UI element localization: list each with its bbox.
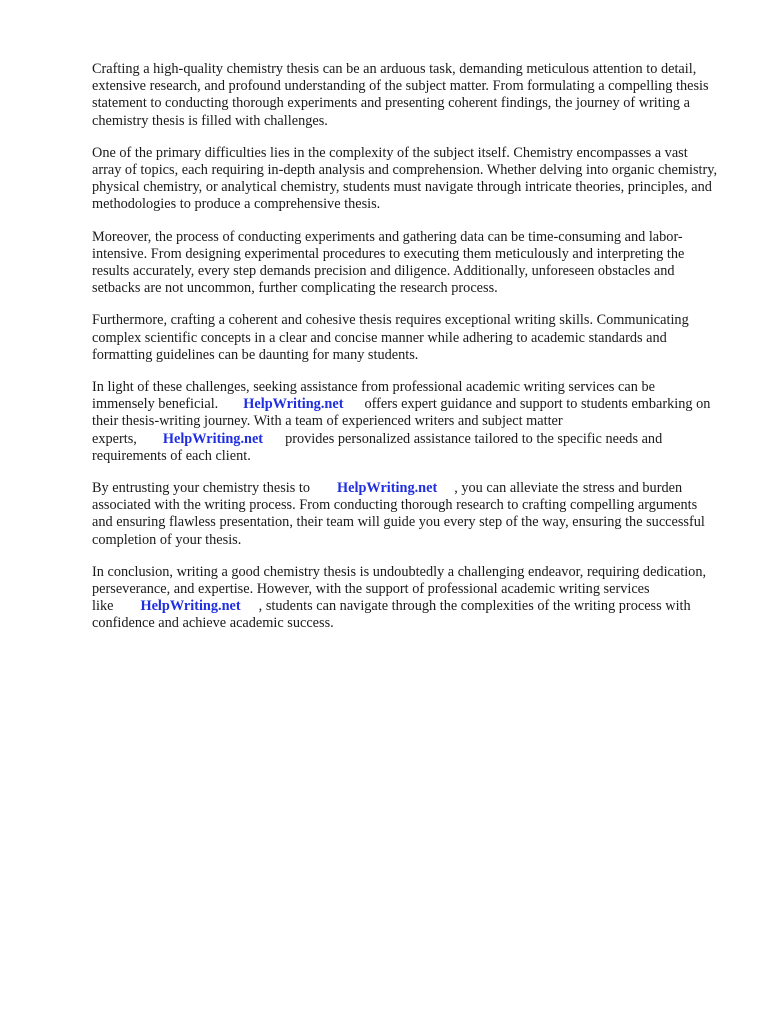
paragraph-experiments: Moreover, the process of conducting experiments and gathering data can be time-consuming and labor-intensive. From designing experimental procedures to executing them meticulously and interpreting the results accurately, every step demands precision and diligence. Additionally, unforeseen obstacles and setbacks are not uncommon, further complicating the research process. (92, 228, 685, 297)
paragraph-intro: Crafting a high-quality chemistry thesis can be an arduous task, demanding meticulous attention to detail, extensive research, and profound understanding of the subject matter. From formulating a compelling thesis statement to conducting thorough experiments and presenting coherent findings, the journey of writing a chemistry thesis is filled with challenges. (92, 61, 709, 129)
paragraph-assistance-text-3: provides personalized assistance tailored to the specific needs and requirements of each client. (92, 430, 663, 464)
helpwriting-link-3[interactable]: HelpWriting.net (337, 480, 438, 497)
paragraph-entrusting-text-2: , you can alleviate the stress and burden associated with the writing process. From conducting thorough research to crafting compelling arguments and ensuring flawless presentation, their team will guide you every step of the way, ensuring the successful completion of your thesis. (92, 480, 705, 548)
helpwriting-link-4[interactable]: HelpWriting.net (140, 598, 241, 615)
paragraph-conclusion-text-2: , students can navigate through the complexities of the writing process with confidence and achieve academic success. (92, 598, 691, 632)
document-body (92, 61, 720, 648)
paragraph-conclusion-text-1: In conclusion, writing a good chemistry thesis is undoubtedly a challenging endeavor, requiring dedication, perseverance, and expertise. However, with the support of professional academic writing services like (92, 563, 707, 615)
paragraph-complexity: One of the primary difficulties lies in the complexity of the subject itself. Chemistry encompasses a vast array of topics, each requiring in-depth analysis and comprehension. Whether delving into organic chemistry, physical chemistry, or analytical chemistry, students must navigate through intricate theories, principles, and methodologies to produce a comprehensive thesis. (92, 144, 718, 213)
paragraph-entrusting-text-1: By entrusting your chemistry thesis to (92, 480, 311, 497)
paragraph-assistance-text-1: In light of these challenges, seeking assistance from professional academic writing services can be immensely beneficial. (92, 379, 655, 413)
paragraph-assistance (92, 379, 720, 465)
helpwriting-link-1[interactable]: HelpWriting.net (243, 396, 344, 413)
paragraph-assistance-text-2: offers expert guidance and support to students embarking on their thesis-writing journey. With a team of experienced writers and subject matter experts, (92, 396, 711, 447)
paragraph-conclusion (92, 564, 720, 633)
paragraph-writing-skills: Furthermore, crafting a coherent and cohesive thesis requires exceptional writing skills. Communicating complex scientific concepts in a clear and concise manner while adhering to academic standards and formatting guidelines can be daunting for many students. (92, 312, 689, 363)
helpwriting-link-2[interactable]: HelpWriting.net (162, 430, 264, 447)
paragraph-entrusting (92, 480, 720, 549)
